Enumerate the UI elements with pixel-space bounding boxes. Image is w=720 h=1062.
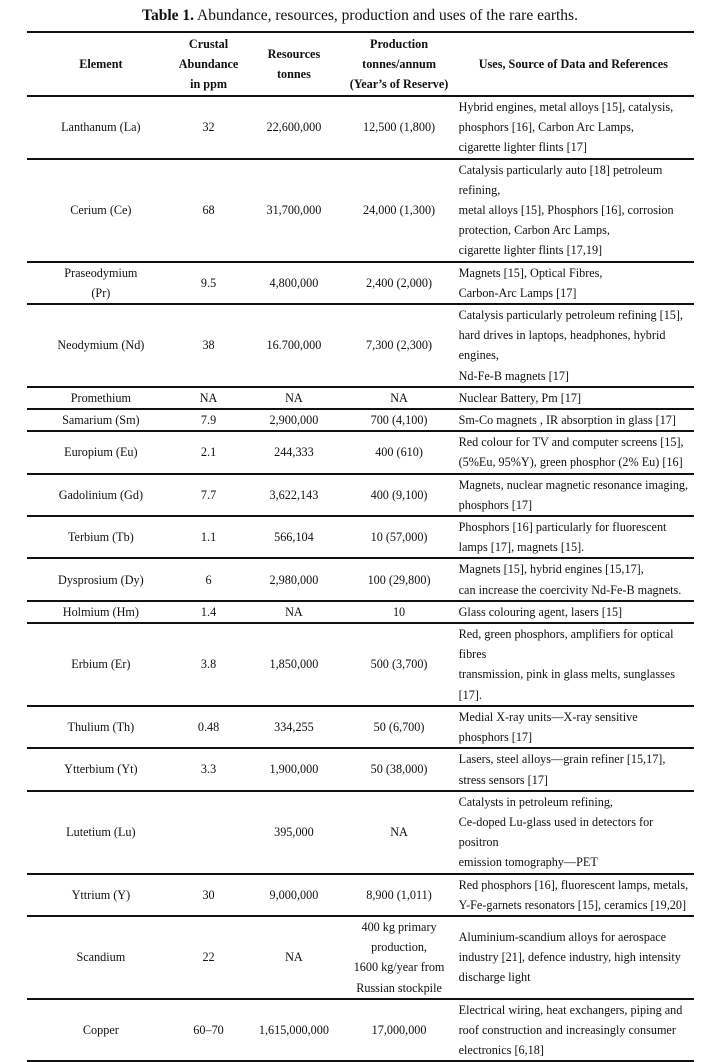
cell-production-line: NA xyxy=(390,390,408,405)
cell-element-line: Erbium (Er) xyxy=(71,657,131,672)
cell-element-line: Holmium (Hm) xyxy=(62,604,139,619)
cell-element-line: Terbium (Tb) xyxy=(67,530,134,545)
cell-element-line: Scandium xyxy=(76,950,126,965)
table-row xyxy=(27,748,694,790)
cell-production-line: 400 kg primary xyxy=(361,919,437,934)
header-line: tonnes xyxy=(276,67,311,81)
cell-element xyxy=(27,474,175,516)
cell-uses-line: Glass colouring agent, lasers [15] xyxy=(458,604,623,619)
cell-production-line: 10 xyxy=(392,604,406,619)
cell-production-line: NA xyxy=(390,825,408,839)
cell-production-line: 100 (29,800) xyxy=(367,572,431,587)
cell-uses-line: hard drives in laptops, headphones, hybrid engines, xyxy=(458,328,666,363)
cell-element-line: Praseodymium xyxy=(64,265,138,280)
cell-production-line: 50 (6,700) xyxy=(373,719,425,734)
cell-element-line: Neodymium (Nd) xyxy=(57,338,145,353)
cell-uses-line: industry [21], defence industry, high intensity xyxy=(458,950,681,965)
cell-uses-line: Magnets, nuclear magnetic resonance imaging, xyxy=(458,477,689,492)
cell-element xyxy=(27,409,175,431)
table-caption xyxy=(0,6,720,30)
cell-uses xyxy=(453,623,694,706)
cell-uses-line: Ce-doped Lu-glass used in detectors for positron xyxy=(458,814,654,850)
header-line: in ppm xyxy=(190,77,227,91)
cell-element xyxy=(27,874,175,916)
header-line: Production xyxy=(370,37,429,51)
cell-uses xyxy=(453,387,694,409)
rare-earths-table xyxy=(27,31,694,1062)
cell-uses-line: Catalysts in petroleum refining, xyxy=(458,794,613,809)
cell-uses-line: Catalysis particularly petroleum refining [15], xyxy=(458,308,684,323)
cell-uses-line: Red phosphors [16], fluorescent lamps, metals, xyxy=(458,877,689,892)
cell-uses xyxy=(453,748,694,790)
cell-element xyxy=(27,159,175,262)
cell-resources: 4,800,000 xyxy=(269,275,319,290)
cell-production-line: 10 (57,000) xyxy=(370,530,428,545)
table-row xyxy=(27,999,694,1062)
cell-production xyxy=(345,304,452,387)
cell-resources: 395,000 xyxy=(274,825,314,839)
cell-element-line: Lutetium (Lu) xyxy=(66,825,136,839)
header-line: Uses, Source of Data and References xyxy=(478,57,668,71)
cell-resources: 1,615,000,000 xyxy=(258,1022,329,1037)
cell-production-line: 24,000 (1,300) xyxy=(363,203,436,218)
cell-resources: 2,900,000 xyxy=(269,413,319,428)
cell-production xyxy=(345,601,452,623)
cell-production xyxy=(345,96,452,159)
cell-element-line: Yttrium (Y) xyxy=(71,887,131,902)
cell-production xyxy=(345,791,452,874)
header-line: Element xyxy=(79,57,123,71)
table-row xyxy=(27,262,694,304)
cell-uses-line: Nd-Fe-B magnets [17] xyxy=(458,368,569,383)
cell-production xyxy=(345,623,452,706)
cell-production-line: 7,300 (2,300) xyxy=(366,338,433,353)
cell-abundance: NA xyxy=(199,390,218,405)
cell-uses xyxy=(453,601,694,623)
cell-element-line: Lanthanum (La) xyxy=(61,120,141,135)
cell-resources: 22,600,000 xyxy=(266,120,322,135)
cell-production-line: 17,000,000 xyxy=(371,1022,427,1037)
cell-abundance: 3.3 xyxy=(200,762,217,777)
cell-uses-line: lamps [17], magnets [15]. xyxy=(458,540,585,555)
cell-production-line: 8,900 (1,011) xyxy=(366,887,432,902)
cell-production-line: 1600 kg/year from xyxy=(353,960,445,975)
table-row xyxy=(27,387,694,409)
cell-uses-line: Red, green phosphors, amplifiers for optical fibres xyxy=(458,627,674,662)
cell-uses-line: phosphors [17] xyxy=(458,497,533,512)
cell-element xyxy=(27,516,175,558)
cell-abundance: 1.1 xyxy=(200,530,217,545)
header-row xyxy=(27,32,694,96)
cell-resources: 31,700,000 xyxy=(266,203,322,218)
cell-abundance: 30 xyxy=(202,887,215,902)
table-row xyxy=(27,96,694,159)
cell-element-line: Europium (Eu) xyxy=(64,445,138,460)
cell-uses-line: cigarette lighter flints [17,19] xyxy=(458,243,603,258)
table-row xyxy=(27,474,694,516)
cell-uses xyxy=(453,304,694,387)
table-row xyxy=(27,558,694,600)
caption-text: Abundance, resources, production and uses of the rare earths. xyxy=(194,7,578,24)
table-row xyxy=(27,874,694,916)
cell-uses-line: Hybrid engines, metal alloys [15], catalysis, xyxy=(458,100,674,114)
cell-production xyxy=(345,916,452,999)
table-row xyxy=(27,409,694,431)
header-line: Abundance xyxy=(178,57,239,71)
cell-uses-line: roof construction and increasingly consumer xyxy=(458,1022,676,1037)
cell-production xyxy=(345,262,452,304)
cell-production xyxy=(345,748,452,790)
table-row xyxy=(27,431,694,473)
cell-uses-line: Y-Fe-garnets resonators [15], ceramics [19,20] xyxy=(458,897,687,912)
cell-production xyxy=(345,874,452,916)
cell-element xyxy=(27,791,175,874)
cell-element xyxy=(27,304,175,387)
header-line: tonnes/annum xyxy=(362,57,436,71)
cell-element-line: Samarium (Sm) xyxy=(62,413,140,428)
cell-resources: 1,900,000 xyxy=(269,762,319,777)
cell-resources: 1,850,000 xyxy=(269,657,319,672)
cell-uses-line: Medial X-ray units—X-ray sensitive phosphors [17] xyxy=(458,709,638,745)
table-row xyxy=(27,304,694,387)
cell-abundance: 1.4 xyxy=(200,604,217,619)
cell-production-line: 700 (4,100) xyxy=(370,413,428,428)
cell-element-line: Promethium xyxy=(70,390,131,405)
cell-uses-line: Magnets [15], Optical Fibres, xyxy=(458,265,603,280)
cell-production-line: 50 (38,000) xyxy=(370,762,428,777)
cell-resources: 3,622,143 xyxy=(269,487,319,502)
cell-element xyxy=(27,262,175,304)
cell-element-line: Dysprosium (Dy) xyxy=(58,572,144,587)
cell-production xyxy=(345,431,452,473)
cell-uses xyxy=(453,96,694,159)
cell-resources: 244,333 xyxy=(274,445,314,460)
cell-production xyxy=(345,474,452,516)
cell-uses-line: transmission, pink in glass melts, sunglasses [17]. xyxy=(458,667,675,702)
header-crustal-abundance xyxy=(175,32,243,96)
cell-resources: NA xyxy=(285,604,303,619)
table-row xyxy=(27,791,694,874)
cell-uses xyxy=(453,474,694,516)
cell-abundance: 32 xyxy=(202,120,215,135)
cell-uses xyxy=(453,159,694,262)
cell-production xyxy=(345,516,452,558)
cell-production xyxy=(345,706,452,748)
table-row xyxy=(27,623,694,706)
cell-element xyxy=(27,96,175,159)
cell-element xyxy=(27,558,175,600)
cell-element xyxy=(27,601,175,623)
cell-production xyxy=(345,409,452,431)
cell-element xyxy=(27,999,175,1062)
cell-uses xyxy=(453,706,694,748)
cell-uses-line: Sm-Co magnets , IR absorption in glass [17] xyxy=(458,413,676,428)
cell-uses-line: Carbon-Arc Lamps [17] xyxy=(458,285,577,300)
cell-abundance: 2.1 xyxy=(200,445,217,460)
table-body xyxy=(27,96,694,1061)
cell-resources: 334,255 xyxy=(274,719,314,734)
header-line: Crustal xyxy=(188,37,229,51)
cell-abundance: 7.9 xyxy=(200,413,217,428)
cell-element xyxy=(27,623,175,706)
header-line: Resources xyxy=(267,47,321,61)
cell-abundance: 6 xyxy=(205,572,212,587)
cell-uses xyxy=(453,516,694,558)
cell-production-line: Russian stockpile xyxy=(356,980,442,995)
cell-element-line: Gadolinium (Gd) xyxy=(58,487,144,502)
table-header xyxy=(27,32,694,96)
cell-uses-line: Electrical wiring, heat exchangers, piping and xyxy=(458,1002,683,1017)
header-uses xyxy=(453,32,694,96)
cell-resources: 566,104 xyxy=(274,530,314,545)
cell-abundance: 22 xyxy=(202,950,215,965)
table-row xyxy=(27,159,694,262)
cell-abundance: 68 xyxy=(202,203,215,218)
cell-uses-line: stress sensors [17] xyxy=(458,772,548,787)
cell-abundance: 9.5 xyxy=(200,275,217,290)
cell-uses-line: (5%Eu, 95%Y), green phosphor (2% Eu) [16] xyxy=(458,455,683,470)
cell-uses xyxy=(453,791,694,874)
cell-uses xyxy=(453,431,694,473)
cell-element xyxy=(27,387,175,409)
cell-resources: 16.700,000 xyxy=(266,338,322,353)
cell-production-line: 400 (610) xyxy=(375,445,423,460)
cell-element xyxy=(27,431,175,473)
table-row xyxy=(27,706,694,748)
cell-production-line: 500 (3,700) xyxy=(370,657,428,672)
cell-element xyxy=(27,916,175,999)
cell-uses xyxy=(453,916,694,999)
cell-abundance: 60–70 xyxy=(193,1022,224,1037)
cell-production xyxy=(345,387,452,409)
cell-production-line: 12,500 (1,800) xyxy=(363,120,436,135)
cell-production xyxy=(345,159,452,262)
header-element xyxy=(27,32,175,96)
cell-uses-line: Magnets [15], hybrid engines [15,17], xyxy=(458,562,644,577)
cell-element xyxy=(27,748,175,790)
cell-uses-line: Aluminium-scandium alloys for aerospace xyxy=(458,930,667,945)
table-row xyxy=(27,601,694,623)
cell-abundance xyxy=(175,791,243,874)
cell-uses-line: phosphors [16], Carbon Arc Lamps, xyxy=(458,120,634,135)
cell-production xyxy=(345,999,452,1062)
cell-uses xyxy=(453,999,694,1062)
cell-uses-line: Lasers, steel alloys—grain refiner [15,17], xyxy=(458,752,666,767)
header-line: (Year’s of Reserve) xyxy=(349,77,449,91)
cell-uses-line: Red colour for TV and computer screens [15], xyxy=(458,435,684,450)
table-row xyxy=(27,916,694,999)
cell-uses-line: protection, Carbon Arc Lamps, xyxy=(458,223,610,238)
cell-production-line: production, xyxy=(371,940,427,955)
cell-uses-line: Nuclear Battery, Pm [17] xyxy=(458,390,582,405)
cell-uses xyxy=(453,262,694,304)
cell-production-line: 2,400 (2,000) xyxy=(366,275,433,290)
table-row xyxy=(27,516,694,558)
cell-element-line: (Pr) xyxy=(91,285,111,300)
cell-uses xyxy=(453,409,694,431)
cell-uses-line: discharge light xyxy=(458,970,531,985)
cell-element-line: Ytterbium (Yt) xyxy=(64,762,138,777)
cell-uses-line: emission tomography—PET xyxy=(458,855,598,870)
cell-uses-line: Catalysis particularly auto [18] petroleum refining, xyxy=(458,162,663,197)
cell-element-line: Cerium (Ce) xyxy=(70,203,132,218)
caption-label: Table 1. xyxy=(142,7,195,24)
cell-element-line: Copper xyxy=(82,1022,119,1037)
cell-production xyxy=(345,558,452,600)
cell-resources: NA xyxy=(285,390,303,405)
cell-uses-line: metal alloys [15], Phosphors [16], corrosion xyxy=(458,203,674,218)
cell-element xyxy=(27,706,175,748)
header-production xyxy=(345,32,452,96)
cell-uses-line: Phosphors [16] particularly for fluorescent xyxy=(458,520,667,535)
header-resources xyxy=(242,32,345,96)
cell-uses-line: cigarette lighter flints [17] xyxy=(458,140,587,155)
cell-abundance: 0.48 xyxy=(197,719,220,734)
cell-resources: 2,980,000 xyxy=(269,572,319,587)
cell-resources: NA xyxy=(285,950,303,965)
cell-abundance: 7.7 xyxy=(200,487,217,502)
cell-resources: 9,000,000 xyxy=(269,887,319,902)
cell-abundance: 3.8 xyxy=(200,657,217,672)
cell-abundance: 38 xyxy=(202,338,215,353)
cell-uses-line: electronics [6,18] xyxy=(458,1043,544,1058)
cell-uses-line: can increase the coercivity Nd-Fe-B magnets. xyxy=(458,582,682,597)
cell-uses xyxy=(453,558,694,600)
cell-element-line: Thulium (Th) xyxy=(67,719,135,734)
cell-uses xyxy=(453,874,694,916)
cell-production-line: 400 (9,100) xyxy=(370,487,428,502)
